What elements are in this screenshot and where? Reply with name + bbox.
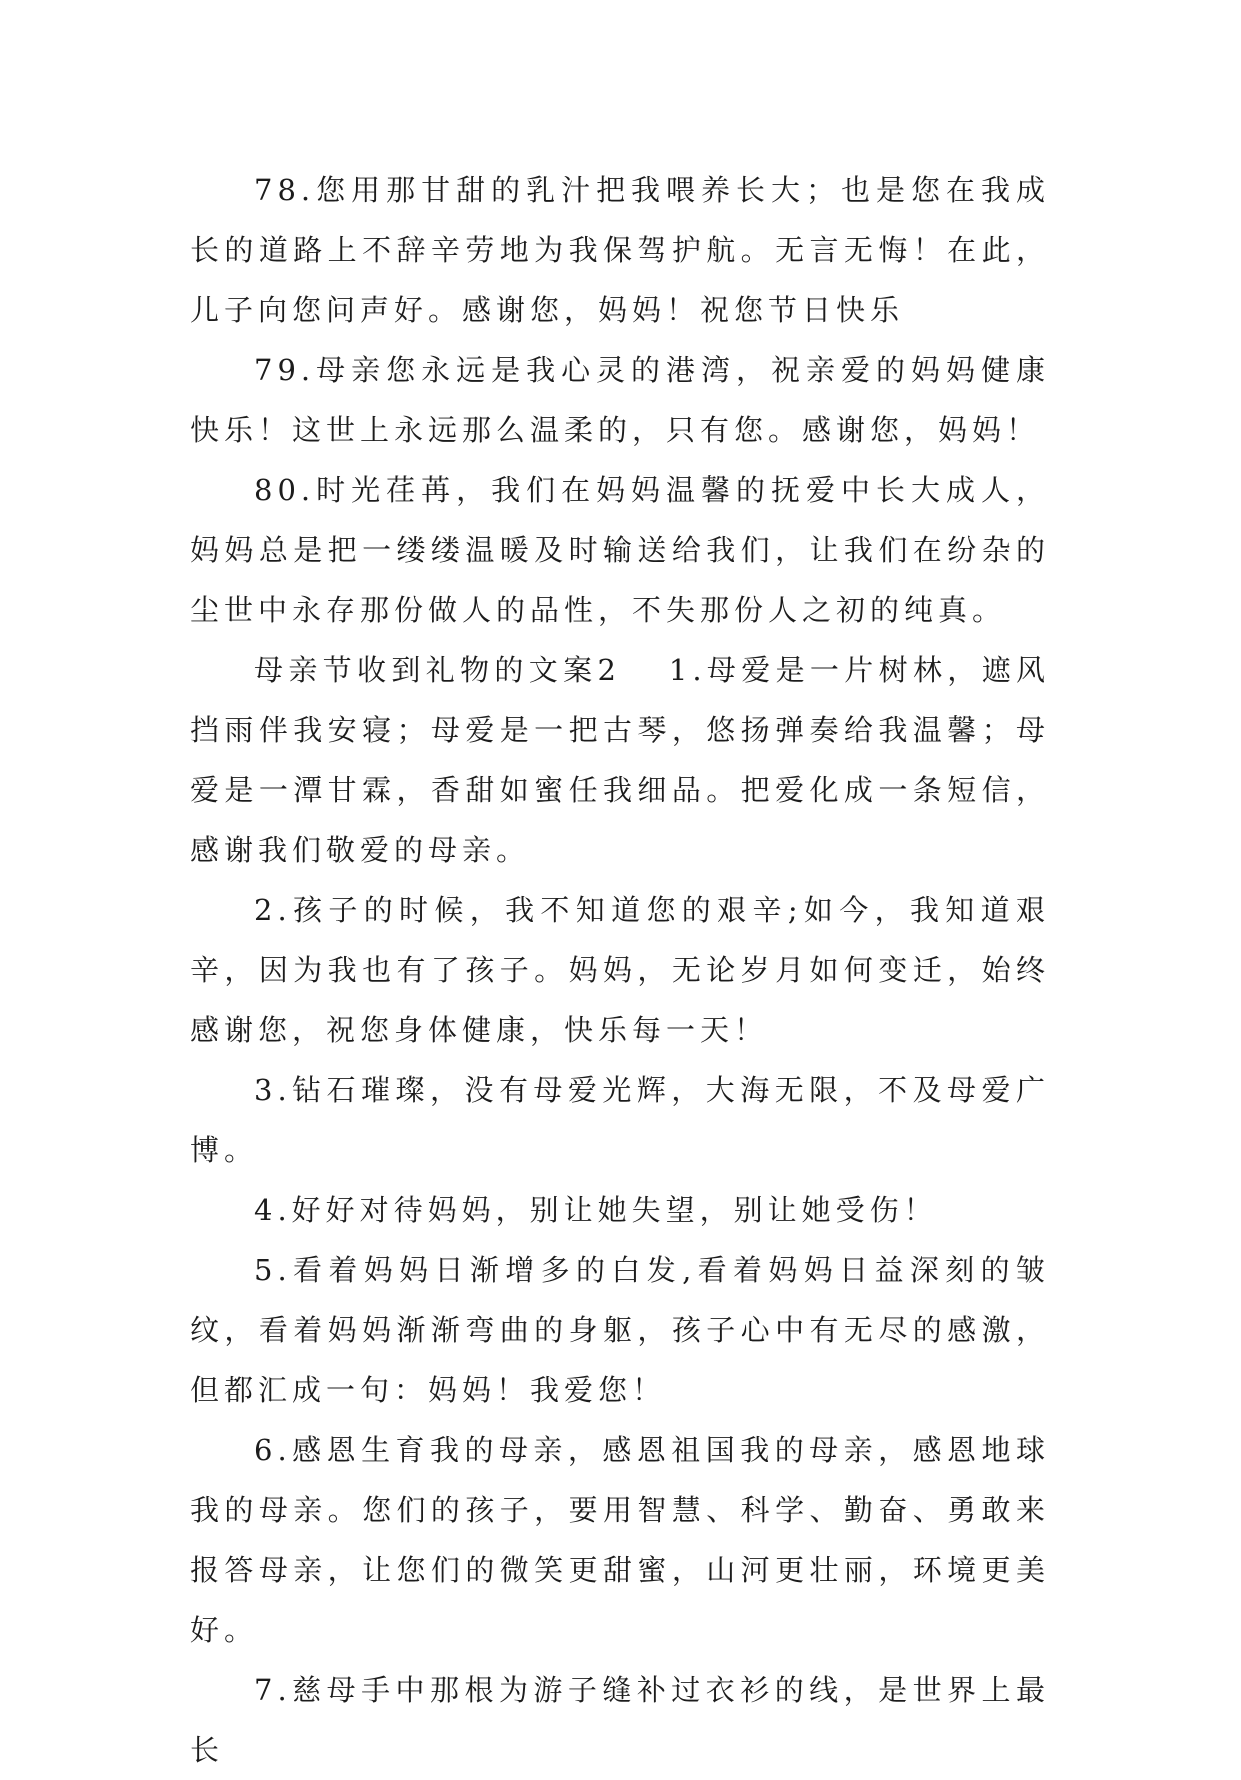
document-body	[190, 160, 1050, 1780]
section-paragraph	[190, 640, 1050, 880]
section-first-item: 1.母爱是一片树林，遮风挡雨伴我安寝；母爱是一把古琴，悠扬弹奏给我温馨；母爱是一潭甘霖，香甜如蜜任我细品。把爱化成一条短信，感谢我们敬爱的母亲。	[190, 653, 1050, 867]
paragraph-78: 78.您用那甘甜的乳汁把我喂养长大；也是您在我成长的道路上不辞辛劳地为我保驾护航。无言无悔！在此，儿子向您问声好。感谢您，妈妈！祝您节日快乐	[190, 173, 1050, 327]
list-item: 2.孩子的时候，我不知道您的艰辛;如今，我知道艰辛，因为我也有了孩子。妈妈，无论岁月如何变迁，始终感谢您，祝您身体健康，快乐每一天！	[190, 893, 1050, 1047]
list-item: 5.看着妈妈日渐增多的白发,看着妈妈日益深刻的皱纹，看着妈妈渐渐弯曲的身躯，孩子心中有无尽的感激，但都汇成一句：妈妈！我爱您！	[190, 1253, 1050, 1407]
section-title: 母亲节收到礼物的文案2	[254, 653, 621, 687]
list-item: 3.钻石璀璨，没有母爱光辉，大海无限，不及母爱广博。	[190, 1073, 1050, 1167]
paragraph-80: 80.时光荏苒，我们在妈妈温馨的抚爱中长大成人，妈妈总是把一缕缕温暖及时输送给我们，让我们在纷杂的尘世中永存那份做人的品性，不失那份人之初的纯真。	[190, 473, 1050, 627]
list-item: 4.好好对待妈妈，别让她失望，别让她受伤！	[254, 1193, 938, 1227]
list-item: 7.慈母手中那根为游子缝补过衣衫的线，是世界上最长	[190, 1673, 1050, 1767]
paragraph-79: 79.母亲您永远是我心灵的港湾，祝亲爱的妈妈健康快乐！这世上永远那么温柔的，只有您。感谢您，妈妈！	[190, 353, 1050, 447]
list-item: 6.感恩生育我的母亲，感恩祖国我的母亲，感恩地球我的母亲。您们的孩子，要用智慧、科学、勤奋、勇敢来报答母亲，让您们的微笑更甜蜜，山河更壮丽，环境更美好。	[190, 1433, 1050, 1647]
